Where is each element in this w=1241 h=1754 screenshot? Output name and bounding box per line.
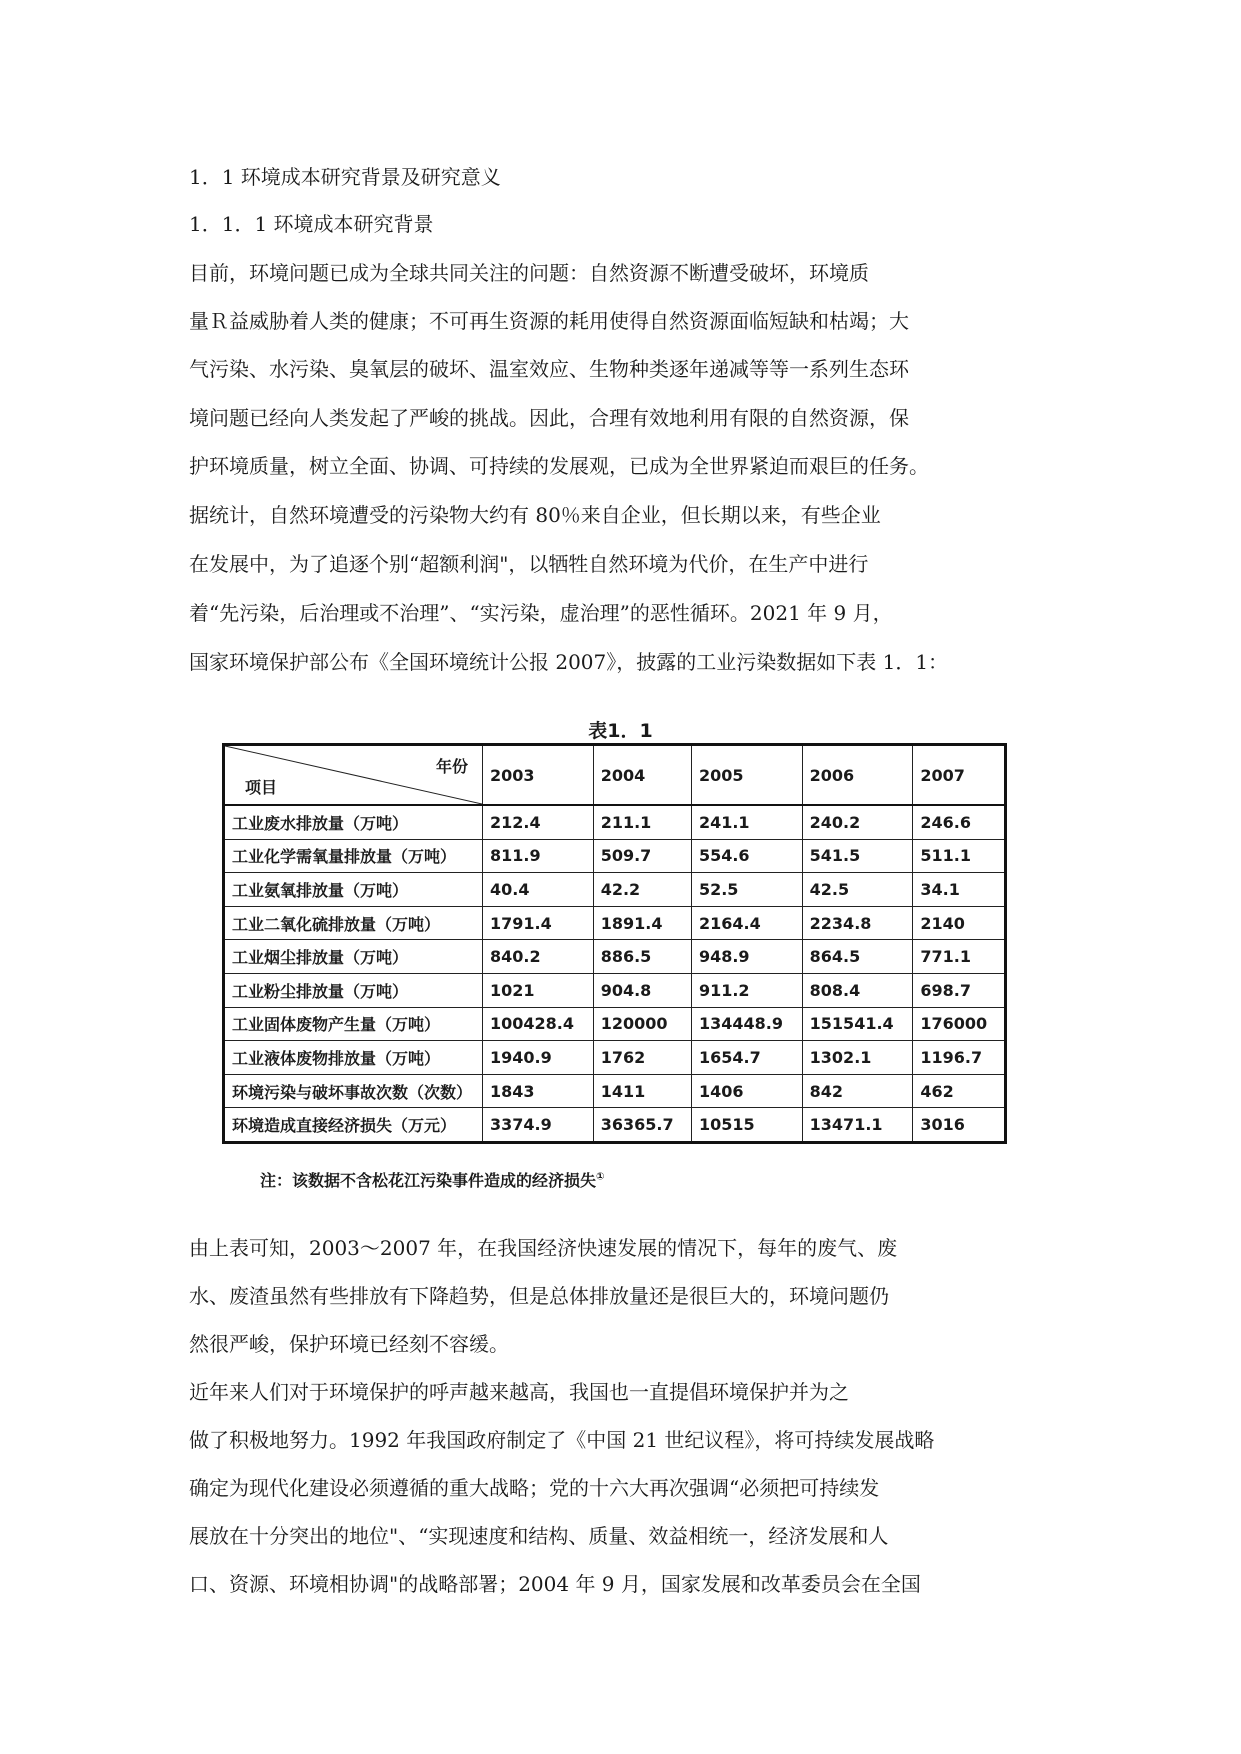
- year-header: 2004: [593, 745, 691, 806]
- table-cell: 911.2: [691, 973, 802, 1007]
- table-cell: 1762: [593, 1041, 691, 1075]
- table-cell: 509.7: [593, 839, 691, 873]
- table-row: [224, 1108, 1006, 1143]
- row-label: 工业氨氧排放量（万吨）: [224, 873, 483, 907]
- table-cell: 1891.4: [593, 906, 691, 940]
- text-line: 近年来人们对于环境保护的呼声越来越高，我国也一直提倡环境保护并为之: [189, 1380, 849, 1404]
- table-cell: 948.9: [691, 940, 802, 974]
- table-cell: 1302.1: [802, 1041, 913, 1075]
- table-cell: 771.1: [913, 940, 1006, 974]
- year-header: 2005: [691, 745, 802, 806]
- table-cell: 1843: [483, 1074, 594, 1108]
- table-cell: 42.5: [802, 873, 913, 907]
- table-cell: 2164.4: [691, 906, 802, 940]
- year-header: 2006: [802, 745, 913, 806]
- table-cell: 808.4: [802, 973, 913, 1007]
- table-cell: 100428.4: [483, 1007, 594, 1041]
- text-line: 在发展中，为了追逐个别“超额利润"，以牺牲自然环境为代价，在生产中进行: [189, 552, 869, 576]
- text-line: 确定为现代化建设必须遵循的重大战略；党的十六大再次强调“必须把可持续发: [189, 1476, 880, 1500]
- table-cell: 241.1: [691, 805, 802, 839]
- text-line: 目前，环境问题已成为全球共同关注的问题：自然资源不断遭受破坏，环境质: [189, 261, 869, 285]
- table-corner-cell: [224, 745, 483, 806]
- table-cell: 462: [913, 1074, 1006, 1108]
- text-line: 做了积极地努力。1992 年我国政府制定了《中国 21 世纪议程》，将可持续发展战略: [189, 1428, 935, 1452]
- table-cell: 811.9: [483, 839, 594, 873]
- table-cell: 511.1: [913, 839, 1006, 873]
- table-cell: 3016: [913, 1108, 1006, 1143]
- table-row: [224, 973, 1006, 1007]
- table-cell: 886.5: [593, 940, 691, 974]
- table-cell: 904.8: [593, 973, 691, 1007]
- table-row: [224, 839, 1006, 873]
- text-line: 境问题已经向人类发起了严峻的挑战。因此，合理有效地利用有限的自然资源，保: [189, 406, 909, 430]
- table-cell: 52.5: [691, 873, 802, 907]
- corner-year-label: 年份: [435, 757, 468, 776]
- year-header: 2003: [483, 745, 594, 806]
- section-heading-1-1-1: 1．1．1 环境成本研究背景: [189, 212, 434, 236]
- table-cell: 864.5: [802, 940, 913, 974]
- table-row: [224, 805, 1006, 839]
- text-line: 由上表可知，2003～2007 年，在我国经济快速发展的情况下，每年的废气、废: [189, 1236, 898, 1260]
- text-line: 然很严峻，保护环境已经刻不容缓。: [189, 1332, 509, 1356]
- text-line: 国家环境保护部公布《全国环境统计公报 2007》，披露的工业污染数据如下表 1．1：: [189, 650, 949, 674]
- table-cell: 10515: [691, 1108, 802, 1143]
- text-line: 口、资源、环境相协调"的战略部署；2004 年 9 月，国家发展和改革委员会在全国: [189, 1572, 921, 1596]
- text-line: 据统计，自然环境遭受的污染物大约有 80％来自企业，但长期以来，有些企业: [189, 503, 881, 527]
- table-row: [224, 906, 1006, 940]
- footnote-mark: ①: [596, 1171, 605, 1183]
- section-heading-1: 1．1 环境成本研究背景及研究意义: [189, 165, 501, 189]
- table-cell: 134448.9: [691, 1007, 802, 1041]
- corner-item-label: 项目: [245, 778, 278, 797]
- table-cell: 36365.7: [593, 1108, 691, 1143]
- table-cell: 1021: [483, 973, 594, 1007]
- table-note: [260, 1168, 604, 1191]
- pollution-data-table: [222, 743, 1007, 1144]
- text-line: 着“先污染，后治理或不治理”、“实污染，虚治理”的恶性循环。2021 年 9 月，: [189, 601, 893, 625]
- text-line: 护环境质量，树立全面、协调、可持续的发展观，已成为全世界紧迫而艰巨的任务。: [189, 454, 929, 478]
- row-label: 工业烟尘排放量（万吨）: [224, 940, 483, 974]
- table-row: [224, 940, 1006, 974]
- table-cell: 1196.7: [913, 1041, 1006, 1075]
- text-line: 量Ｒ益威胁着人类的健康；不可再生资源的耗用使得自然资源面临短缺和枯竭；大: [189, 309, 909, 333]
- table-cell: 42.2: [593, 873, 691, 907]
- table-row: [224, 873, 1006, 907]
- table-cell: 1940.9: [483, 1041, 594, 1075]
- year-header: 2007: [913, 745, 1006, 806]
- table-cell: 2234.8: [802, 906, 913, 940]
- table-cell: 34.1: [913, 873, 1006, 907]
- table-cell: 1654.7: [691, 1041, 802, 1075]
- text-line: 气污染、水污染、臭氧层的破坏、温室效应、生物种类逐年递减等等一系列生态环: [189, 357, 909, 381]
- row-label: 工业固体废物产生量（万吨）: [224, 1007, 483, 1041]
- table-row: [224, 1074, 1006, 1108]
- row-label: 工业化学需氧量排放量（万吨）: [224, 839, 483, 873]
- table-cell: 176000: [913, 1007, 1006, 1041]
- table-cell: 246.6: [913, 805, 1006, 839]
- table-cell: 3374.9: [483, 1108, 594, 1143]
- table-cell: 1791.4: [483, 906, 594, 940]
- table-cell: 840.2: [483, 940, 594, 974]
- table-body: [224, 805, 1006, 1142]
- table-cell: 842: [802, 1074, 913, 1108]
- row-label: 工业粉尘排放量（万吨）: [224, 973, 483, 1007]
- row-label: 环境污染与破坏事故次数（次数）: [224, 1074, 483, 1108]
- row-label: 环境造成直接经济损失（万元）: [224, 1108, 483, 1143]
- table-cell: 2140: [913, 906, 1006, 940]
- table-cell: 1406: [691, 1074, 802, 1108]
- table-header-row: [224, 745, 1006, 806]
- text-line: 展放在十分突出的地位"、“实现速度和结构、质量、效益相统一，经济发展和人: [189, 1524, 889, 1548]
- row-label: 工业二氧化硫排放量（万吨）: [224, 906, 483, 940]
- row-label: 工业液体废物排放量（万吨）: [224, 1041, 483, 1075]
- table-title: 表1．1: [588, 720, 653, 742]
- table-cell: 554.6: [691, 839, 802, 873]
- table-cell: 151541.4: [802, 1007, 913, 1041]
- table-cell: 541.5: [802, 839, 913, 873]
- table-cell: 212.4: [483, 805, 594, 839]
- table-note-text: 注：该数据不含松花江污染事件造成的经济损失: [260, 1171, 597, 1190]
- text-line: 水、废渣虽然有些排放有下降趋势，但是总体排放量还是很巨大的，环境问题仍: [189, 1284, 889, 1308]
- table-cell: 240.2: [802, 805, 913, 839]
- table-cell: 120000: [593, 1007, 691, 1041]
- table-cell: 40.4: [483, 873, 594, 907]
- table-cell: 1411: [593, 1074, 691, 1108]
- table-row: [224, 1007, 1006, 1041]
- table-cell: 211.1: [593, 805, 691, 839]
- table-cell: 698.7: [913, 973, 1006, 1007]
- table-row: [224, 1041, 1006, 1075]
- table-cell: 13471.1: [802, 1108, 913, 1143]
- row-label: 工业废水排放量（万吨）: [224, 805, 483, 839]
